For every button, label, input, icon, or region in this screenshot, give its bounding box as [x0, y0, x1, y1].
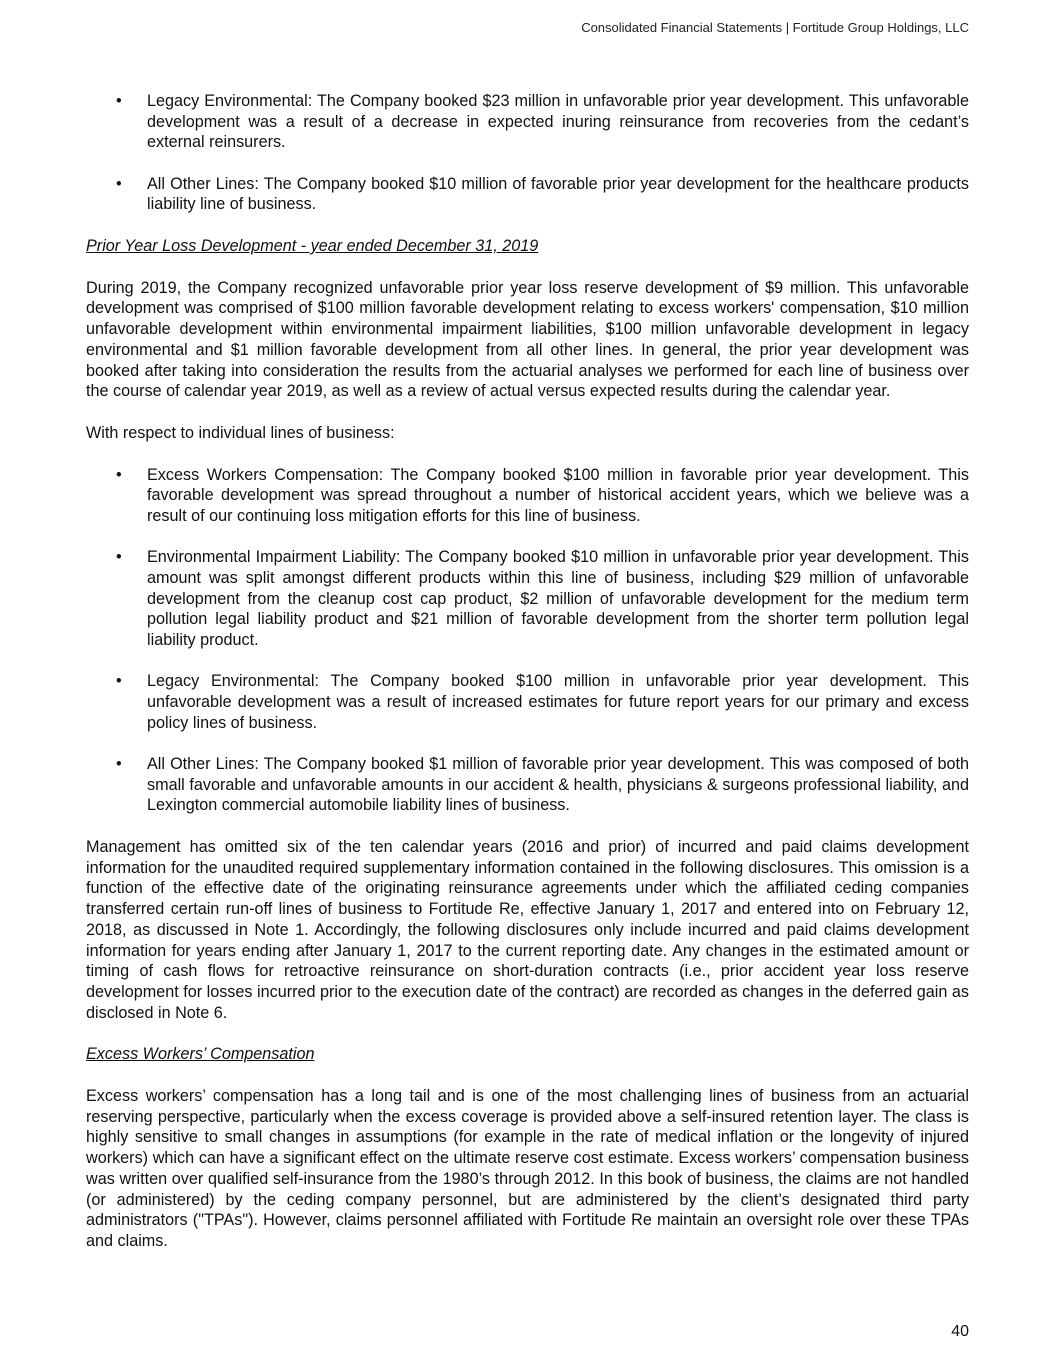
paragraph-lines-intro: With respect to individual lines of business: — [86, 423, 395, 442]
list-item-text: Legacy Environmental: The Company booked $100 million in unfavorable prior year development. This unfavorable development was a result of increased estimates for future report years for our primary and excess policy lines of business. — [147, 672, 969, 732]
list-item-text: Environmental Impairment Liability: The Company booked $10 million in unfavorable prior year development. This amount was split amongst different products within this line of business, including $29 million of unfavorable development from the cleanup cost cap product, $2 million of unfavorable development for the medium term pollution legal liability product and $21 million of favorable development from the shorter term pollution legal liability product. — [147, 548, 969, 650]
paragraph-2019-summary: During 2019, the Company recognized unfavorable prior year loss reserve development of $9 million. This unfavorable development was comprised of $100 million favorable development relating to excess workers' compensation, $10 million unfavorable development within environmental impairment liabilities, $100 million unfavorable development in legacy environmental and $1 million favorable development from all other lines. In general, the prior year development was booked after taking into consideration the results from the actuarial analyses we performed for each line of business over the course of calendar year 2019, as well as a review of actual versus expected results during the calendar year. — [86, 278, 969, 401]
bullet-marker: • — [116, 548, 122, 567]
bullet-marker: • — [116, 174, 122, 193]
bullet-marker: • — [116, 465, 122, 484]
list-item — [86, 754, 969, 816]
list-item — [86, 174, 969, 215]
top-bullet-list — [86, 91, 969, 215]
section-heading-2019: Prior Year Loss Development - year ended December 31, 2019 — [86, 237, 539, 256]
list-item — [86, 91, 969, 153]
list-item-text: Legacy Environmental: The Company booked $23 million in unfavorable prior year development. This unfavorable development was a result of a decrease in expected inuring reinsurance from recoveries from the cedant’s external reinsurers. — [147, 92, 969, 152]
list-item-text: All Other Lines: The Company booked $1 million of favorable prior year development. This was composed of both small favorable and unfavorable amounts in our accident & health, physicians & surgeons professional liability, and Lexington commercial automobile liability lines of business. — [147, 754, 969, 815]
bullet-marker: • — [116, 92, 122, 110]
page-header: Consolidated Financial Statements | Fortitude Group Holdings, LLC — [581, 20, 969, 35]
paragraph-management-omission: Management has omitted six of the ten calendar years (2016 and prior) of incurred and paid claims development information for the unaudited required supplementary information contained in the following disclosures. This omission is a function of the effective date of the originating reinsurance agreements under which the affiliated ceding companies transferred certain run-off lines of business to Fortitude Re, effective January 1, 2017 and entered into on February 12, 2018, as discussed in Note 1. Accordingly, the following disclosures only include incurred and paid claims development information for years ending after January 1, 2017 to the current reporting date. Any changes in the estimated amount or timing of cash flows for retroactive reinsurance on short-duration contracts (i.e., prior accident year loss reserve development for losses incurred prior to the execution date of the contract) are recorded as changes in the deferred gain as disclosed in Note 6. — [86, 837, 969, 1022]
list-item — [86, 465, 969, 527]
lines-bullet-list — [86, 465, 969, 816]
list-item — [86, 671, 969, 733]
list-item — [86, 547, 969, 651]
list-item-text: Excess Workers Compensation: The Company booked $100 million in favorable prior year development. This favorable development was spread throughout a number of historical accident years, which we believe was a result of our continuing loss mitigation efforts for this line of business. — [147, 465, 969, 526]
section-heading-excess-workers: Excess Workers’ Compensation — [86, 1045, 315, 1064]
page-number: 40 — [951, 1323, 969, 1340]
bullet-marker: • — [116, 754, 122, 773]
paragraph-excess-workers: Excess workers’ compensation has a long tail and is one of the most challenging lines of business from an actuarial reserving perspective, particularly when the excess coverage is provided above a self-insured retention layer. The class is highly sensitive to small changes in assumptions (for example in the rate of medical inflation or the longevity of injured workers) which can have a significant effect on the ultimate reserve cost estimate. Excess workers’ compensation business was written over qualified self-insurance from the 1980’s through 2012. In this book of business, the claims are not handled (or administered) by the ceding company personnel, but are administered by the client’s designated third party administrators ("TPAs"). However, claims personnel affiliated with Fortitude Re maintain an oversight role over these TPAs and claims. — [86, 1087, 969, 1250]
document-body — [86, 91, 969, 1273]
bullet-marker: • — [116, 672, 122, 691]
list-item-text: All Other Lines: The Company booked $10 million of favorable prior year development for the healthcare products liability line of business. — [147, 174, 969, 214]
